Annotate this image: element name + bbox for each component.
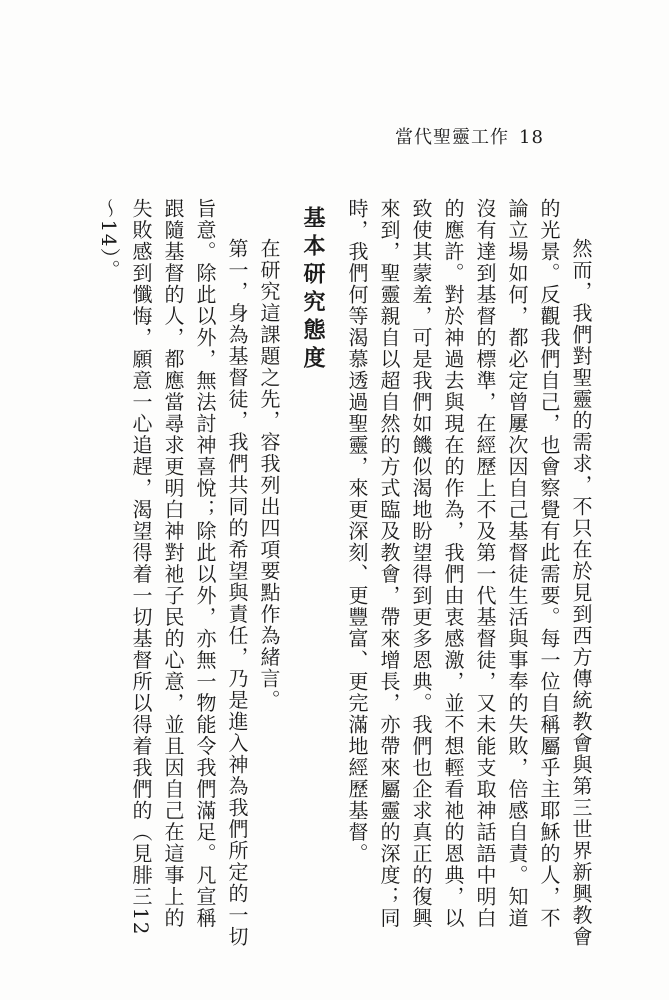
paragraph-3: 第一，身為基督徒，我們共同的希望與責任，乃是進入神為我們所定的一切旨意。除此以外，無法討神喜悅；除此以外，亦無一物能令我們滿足。凡宣稱跟隨基督的人，都應當尋求更明白神對祂子民的心意，並且因自己在這事上的失敗感到懺悔，願意一心追趕，渴望得着一切基督所以得着我們的（見腓三12～14）。 [97, 198, 249, 948]
page-number: 18 [519, 127, 544, 148]
paragraph-2: 在研究這課題之先，容我列出四項要點作為緒言。 [257, 238, 281, 711]
body-text [0, 198, 597, 950]
section-heading: 基本研究態度 [300, 206, 326, 374]
running-head-title: 當代聖靈工作 [395, 127, 509, 148]
running-head [395, 123, 544, 149]
paragraph-1: 然而，我們對聖靈的需求，不只在於見到西方傳統教會與第三世界新興教會的光景。反觀我們自己，也會察覺有此需要。每一位自稱屬乎主耶穌的人，不論立場如何，都必定曾屢次因自己基督徒生活與事奉的失敗，倍感自責。知道沒有達到基督的標準，在經歷上不及第一代基督徒，又未能支取神話語中明白的應許。對於神過去與現在的作為，我們由衷感激，並不想輕看祂的恩典，以致使其蒙羞，可是我們如饑似渴地盼望得到更多恩典。我們也企求真正的復興來到，聖靈親自以超自然的方式臨及教會，帶來增長，亦帶來屬靈的深度；同時，我們何等渴慕透過聖靈，來更深刻、更豐富、更完滿地經歷基督。 [345, 198, 593, 948]
